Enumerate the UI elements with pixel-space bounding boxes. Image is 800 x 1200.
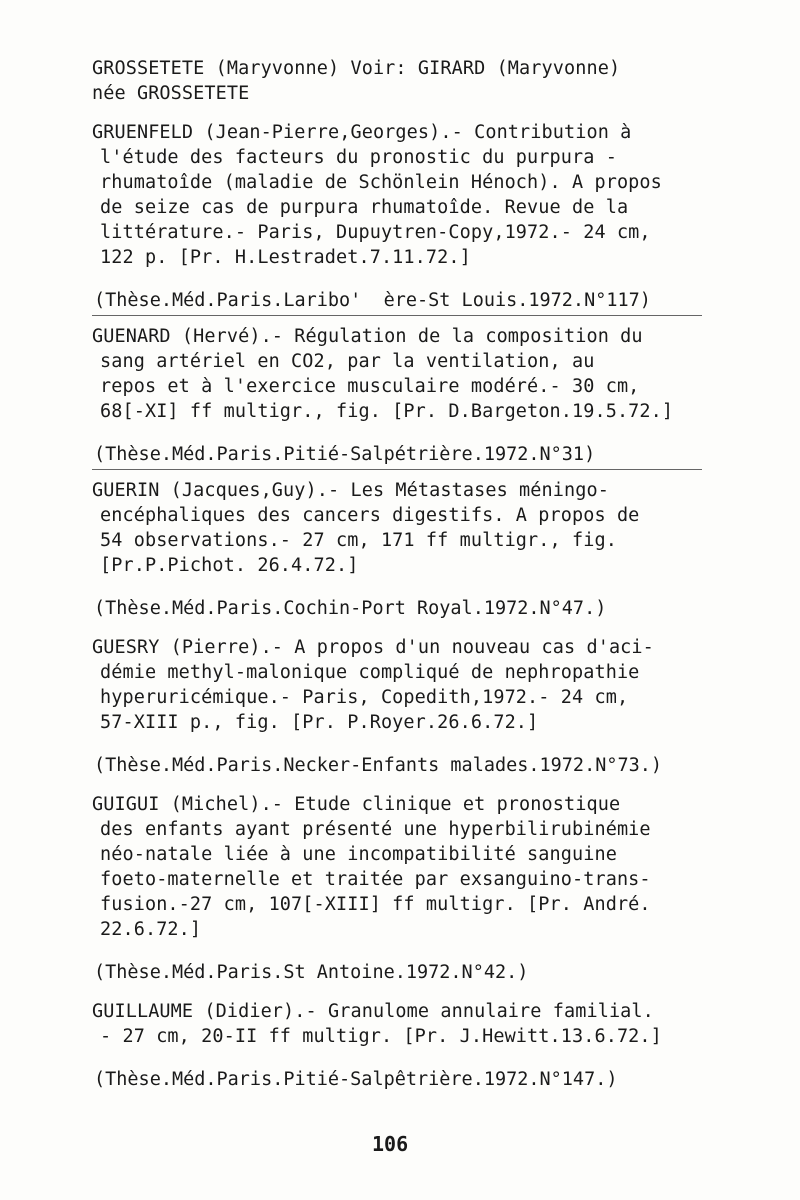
entry-line: foeto-maternelle et traitée par exsanguino-trans- — [100, 869, 651, 890]
entry-line: 68[-XI] ff multigr., fig. [Pr. D.Bargeton.19.5.72.] — [100, 401, 674, 422]
page-number: 106 — [372, 1132, 409, 1156]
entry-line: de seize cas de purpura rhumatoîde. Revue de la — [100, 197, 629, 218]
entry-line: GUESRY (Pierre).- A propos d'un nouveau cas d'aci- — [92, 637, 654, 658]
divider — [92, 315, 702, 316]
entry-line: démie methyl-malonique compliqué de nephropathie — [100, 662, 640, 683]
thesis-reference: (Thèse.Méd.Paris.Necker-Enfants malades.1972.N°73.) — [94, 755, 663, 776]
entry-line: 54 observations.- 27 cm, 171 ff multigr., fig. — [100, 530, 617, 551]
cross-reference-entry — [92, 56, 732, 106]
thesis-reference: (Thèse.Méd.Paris.St Antoine.1972.N°42.) — [94, 962, 529, 983]
entry-line: repos et à l'exercice musculaire modéré.- 30 cm, — [100, 376, 640, 397]
entry-line: 122 p. [Pr. H.Lestradet.7.11.72.] — [100, 247, 471, 268]
entry-line: GRUENFELD (Jean-Pierre,Georges).- Contribution à — [92, 122, 632, 143]
entry-line: néo-natale liée à une incompatibilité sanguine — [100, 844, 617, 865]
entry-line: encéphaliques des cancers digestifs. A propos de — [100, 505, 640, 526]
entry-line: GUIGUI (Michel).- Etude clinique et pronostique — [92, 794, 621, 815]
entry-line: hyperuricémique.- Paris, Copedith,1972.- 24 cm, — [100, 687, 629, 708]
entry-line: née GROSSETETE — [92, 83, 250, 104]
entry-line: sang artériel en CO2, par la ventilation, au — [100, 351, 595, 372]
entry-line: fusion.-27 cm, 107[-XIII] ff multigr. [Pr. André. — [100, 894, 651, 915]
entry-line: GUERIN (Jacques,Guy).- Les Métastases méningo- — [92, 480, 609, 501]
entry-line: l'étude des facteurs du pronostic du purpura - — [100, 147, 617, 168]
entry-line: GROSSETETE (Maryvonne) Voir: GIRARD (Maryvonne) — [92, 58, 621, 79]
entry-line: 22.6.72.] — [100, 919, 202, 940]
thesis-entry — [92, 478, 732, 635]
thesis-entry — [92, 792, 732, 999]
thesis-entry — [92, 635, 732, 792]
bibliography-list — [92, 56, 732, 1092]
thesis-entry — [92, 999, 732, 1092]
entry-line: - 27 cm, 20-II ff multigr. [Pr. J.Hewitt.13.6.72.] — [100, 1026, 662, 1047]
divider — [92, 469, 702, 470]
thesis-reference: (Thèse.Méd.Paris.Pitié-Salpétrière.1972.N°31) — [94, 444, 596, 465]
thesis-entry — [92, 324, 732, 470]
entry-line: littérature.- Paris, Dupuytren-Copy,1972.- 24 cm, — [100, 222, 651, 243]
entry-line: rhumatoîde (maladie de Schönlein Hénoch). A propos — [100, 172, 662, 193]
thesis-reference: (Thèse.Méd.Paris.Pitié-Salpêtrière.1972.N°147.) — [94, 1069, 618, 1090]
entry-line: GUENARD (Hervé).- Régulation de la composition du — [92, 326, 643, 347]
entry-line: [Pr.P.Pichot. 26.4.72.] — [100, 555, 359, 576]
entry-line: 57-XIII p., fig. [Pr. P.Royer.26.6.72.] — [100, 712, 539, 733]
entry-line: des enfants ayant présenté une hyperbilirubinémie — [100, 819, 651, 840]
thesis-reference: (Thèse.Méd.Paris.Laribo' ère-St Louis.1972.N°117) — [94, 290, 651, 311]
entry-line: GUILLAUME (Didier).- Granulome annulaire familial. — [92, 1001, 654, 1022]
thesis-entry — [92, 120, 732, 316]
thesis-reference: (Thèse.Méd.Paris.Cochin-Port Royal.1972.N°47.) — [94, 598, 607, 619]
